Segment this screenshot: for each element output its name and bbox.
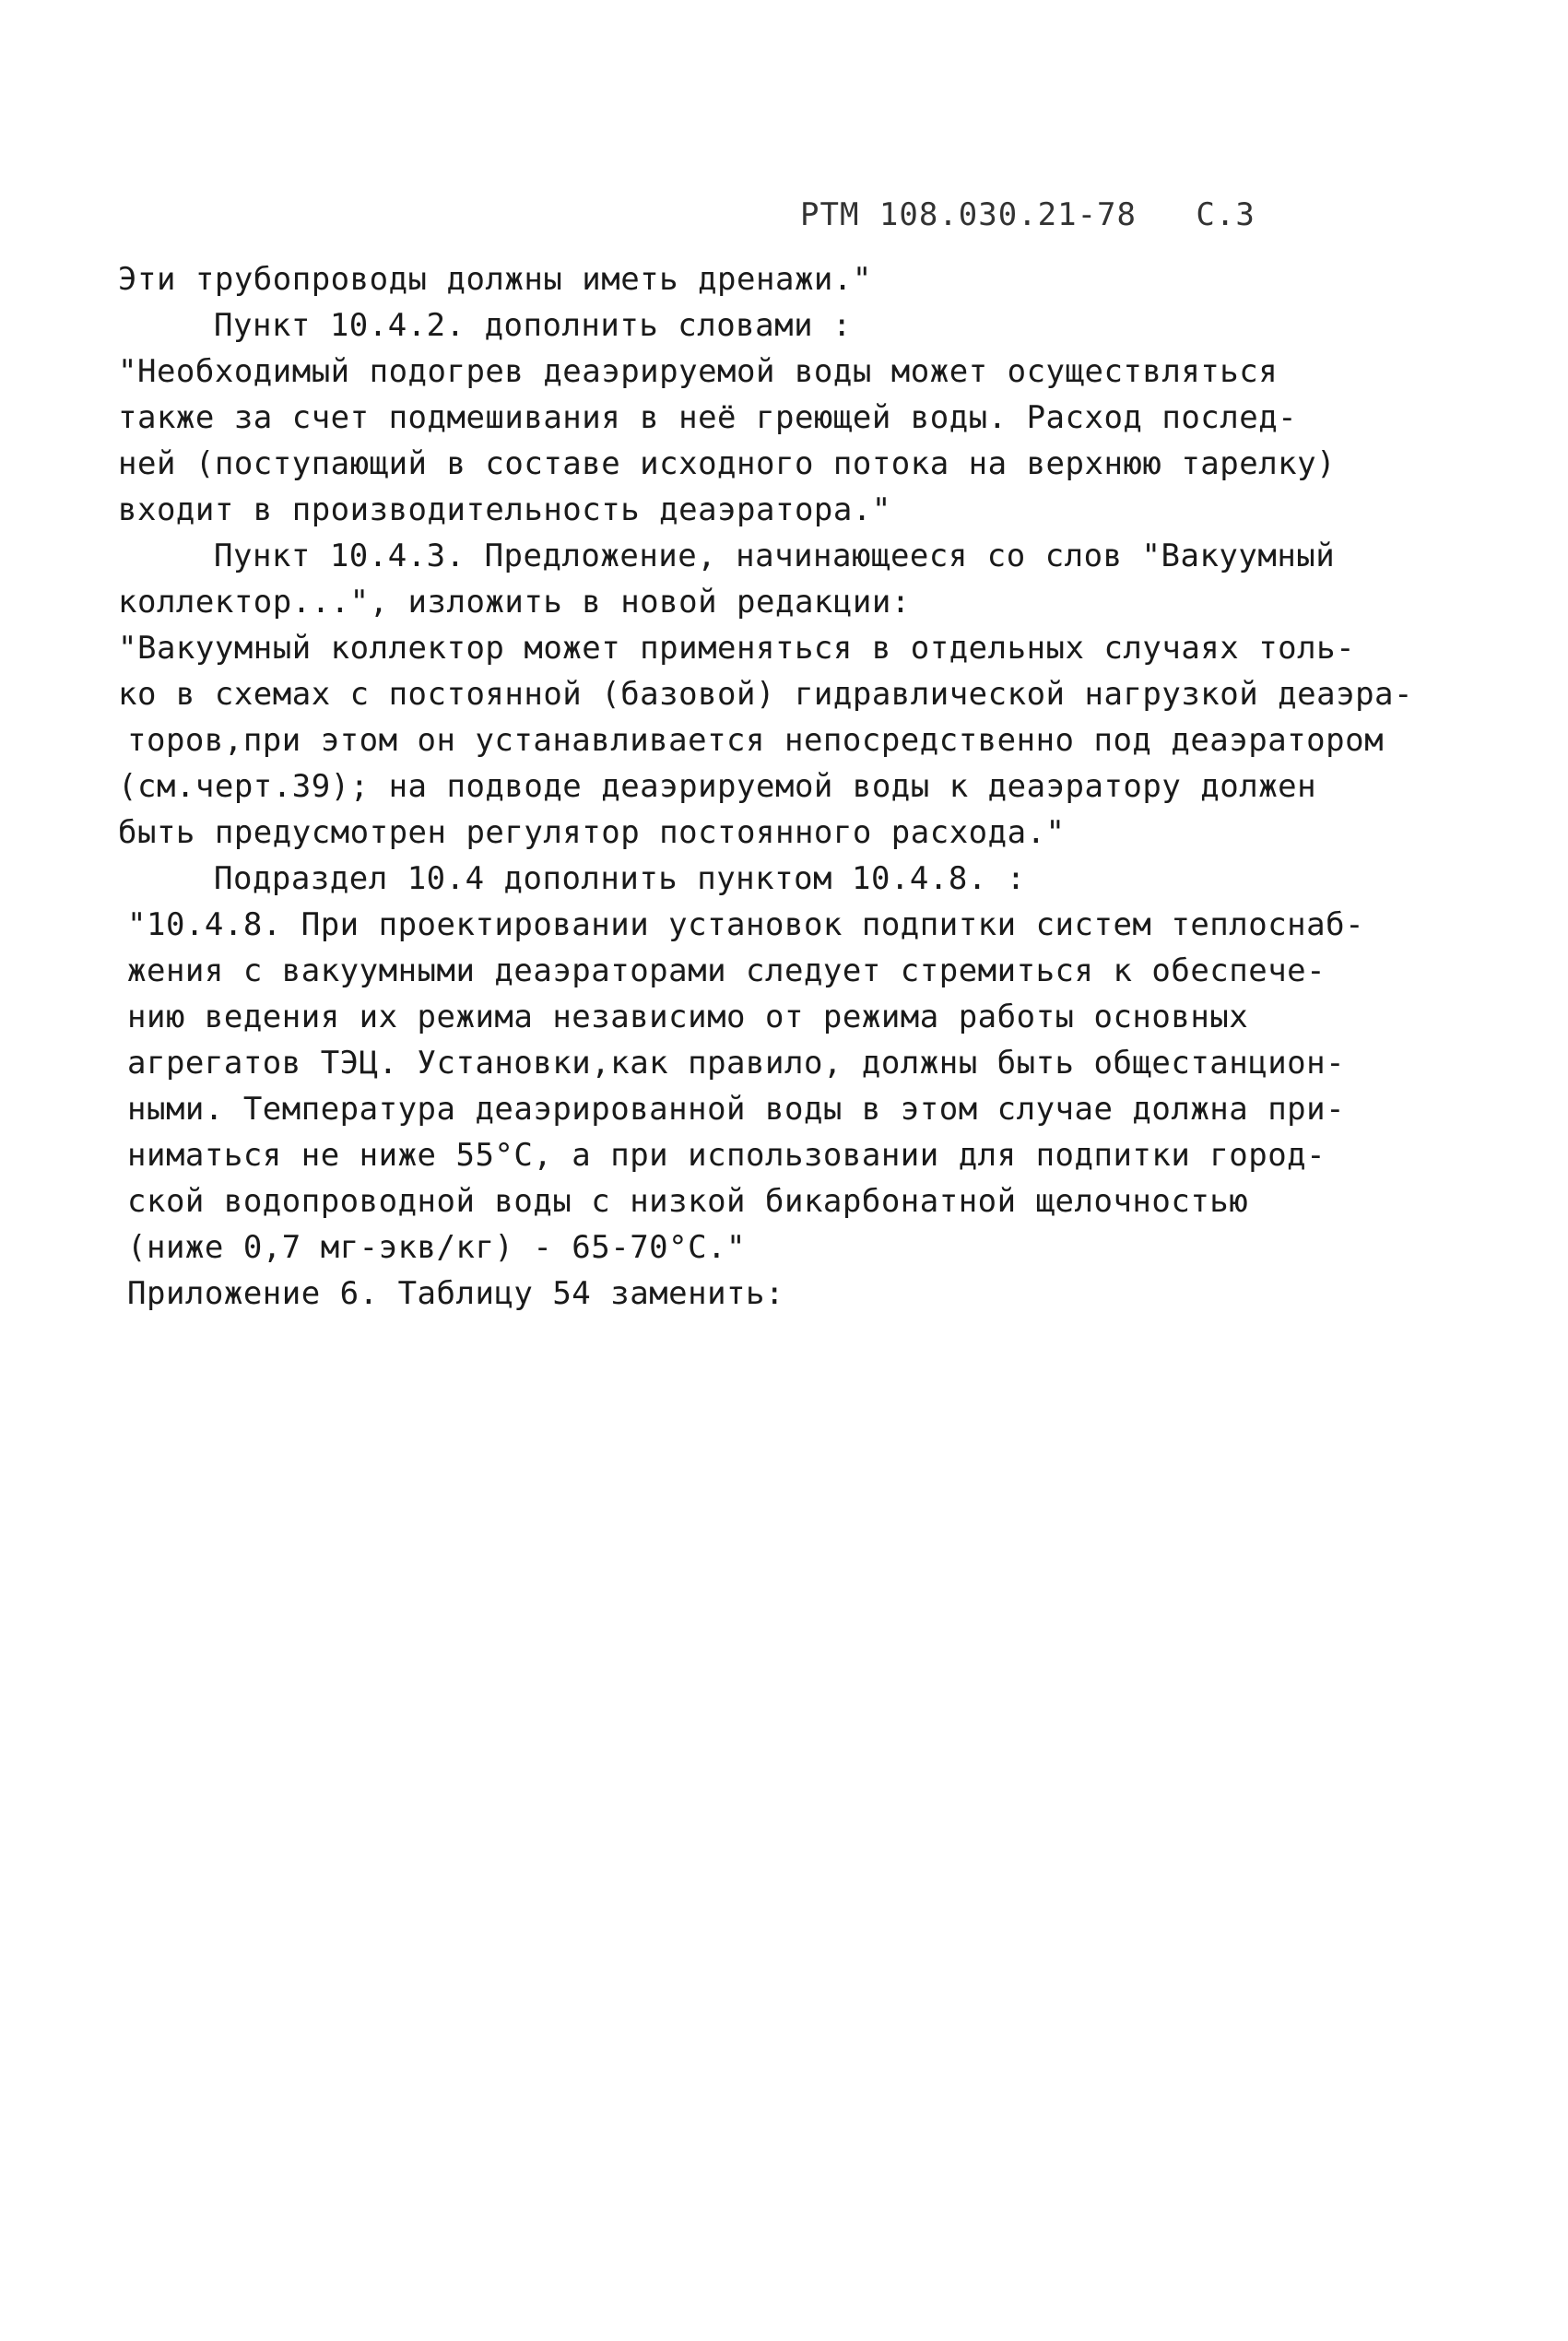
text-line-22: (ниже 0,7 мг-экв/кг) - 65-70°С." bbox=[127, 1229, 747, 1266]
text-line-17: нию ведения их режима независимо от режима работы основных bbox=[127, 999, 1249, 1035]
text-line-23: Приложение 6. Таблицу 54 заменить: bbox=[127, 1275, 784, 1312]
text-line-10: ко в схемах с постоянной (базовой) гидравлической нагрузкой деаэра- bbox=[118, 676, 1413, 713]
text-line-9: "Вакуумный коллектор может применяться в отдельных случаях толь- bbox=[118, 630, 1356, 667]
text-line-18: агрегатов ТЭЦ. Установки,как правило, должны быть общестанцион- bbox=[127, 1045, 1346, 1082]
text-line-14: Подраздел 10.4 дополнить пунктом 10.4.8. : bbox=[214, 860, 1026, 897]
text-line-7: Пункт 10.4.3. Предложение, начинающееся со слов "Вакуумный bbox=[214, 538, 1336, 574]
text-line-15: "10.4.8. При проектировании установок подпитки систем теплоснаб- bbox=[127, 906, 1365, 943]
text-line-8: коллектор...", изложить в новой редакции: bbox=[118, 584, 911, 621]
text-line-1: Эти трубопроводы должны иметь дренажи." bbox=[118, 261, 872, 298]
text-line-3: "Необходимый подогрев деаэрируемой воды может осуществляться bbox=[118, 353, 1279, 390]
text-line-12: (см.черт.39); на подводе деаэрируемой воды к деаэратору должен bbox=[118, 768, 1317, 805]
text-line-4: также за счет подмешивания в неё греющей воды. Расход послед- bbox=[118, 399, 1298, 436]
text-line-11: торов,при этом он устанавливается непосредственно под деаэратором bbox=[127, 722, 1385, 759]
text-line-16: жения с вакуумными деаэраторами следует стремиться к обеспече- bbox=[127, 952, 1326, 989]
text-line-21: ской водопроводной воды с низкой бикарбонатной щелочностью bbox=[127, 1183, 1249, 1220]
text-line-13: быть предусмотрен регулятор постоянного расхода." bbox=[118, 814, 1066, 851]
text-line-5: ней (поступающий в составе исходного потока на верхнюю тарелку) bbox=[118, 445, 1337, 482]
document-header-code: РТМ 108.030.21-78 С.3 bbox=[800, 196, 1256, 233]
text-line-6: входит в производительность деаэратора." bbox=[118, 491, 891, 528]
text-line-19: ными. Температура деаэрированной воды в этом случае должна при- bbox=[127, 1091, 1346, 1128]
text-line-2: Пункт 10.4.2. дополнить словами : bbox=[214, 307, 853, 344]
text-line-20: ниматься не ниже 55°С, а при использовании для подпитки город- bbox=[127, 1137, 1326, 1174]
